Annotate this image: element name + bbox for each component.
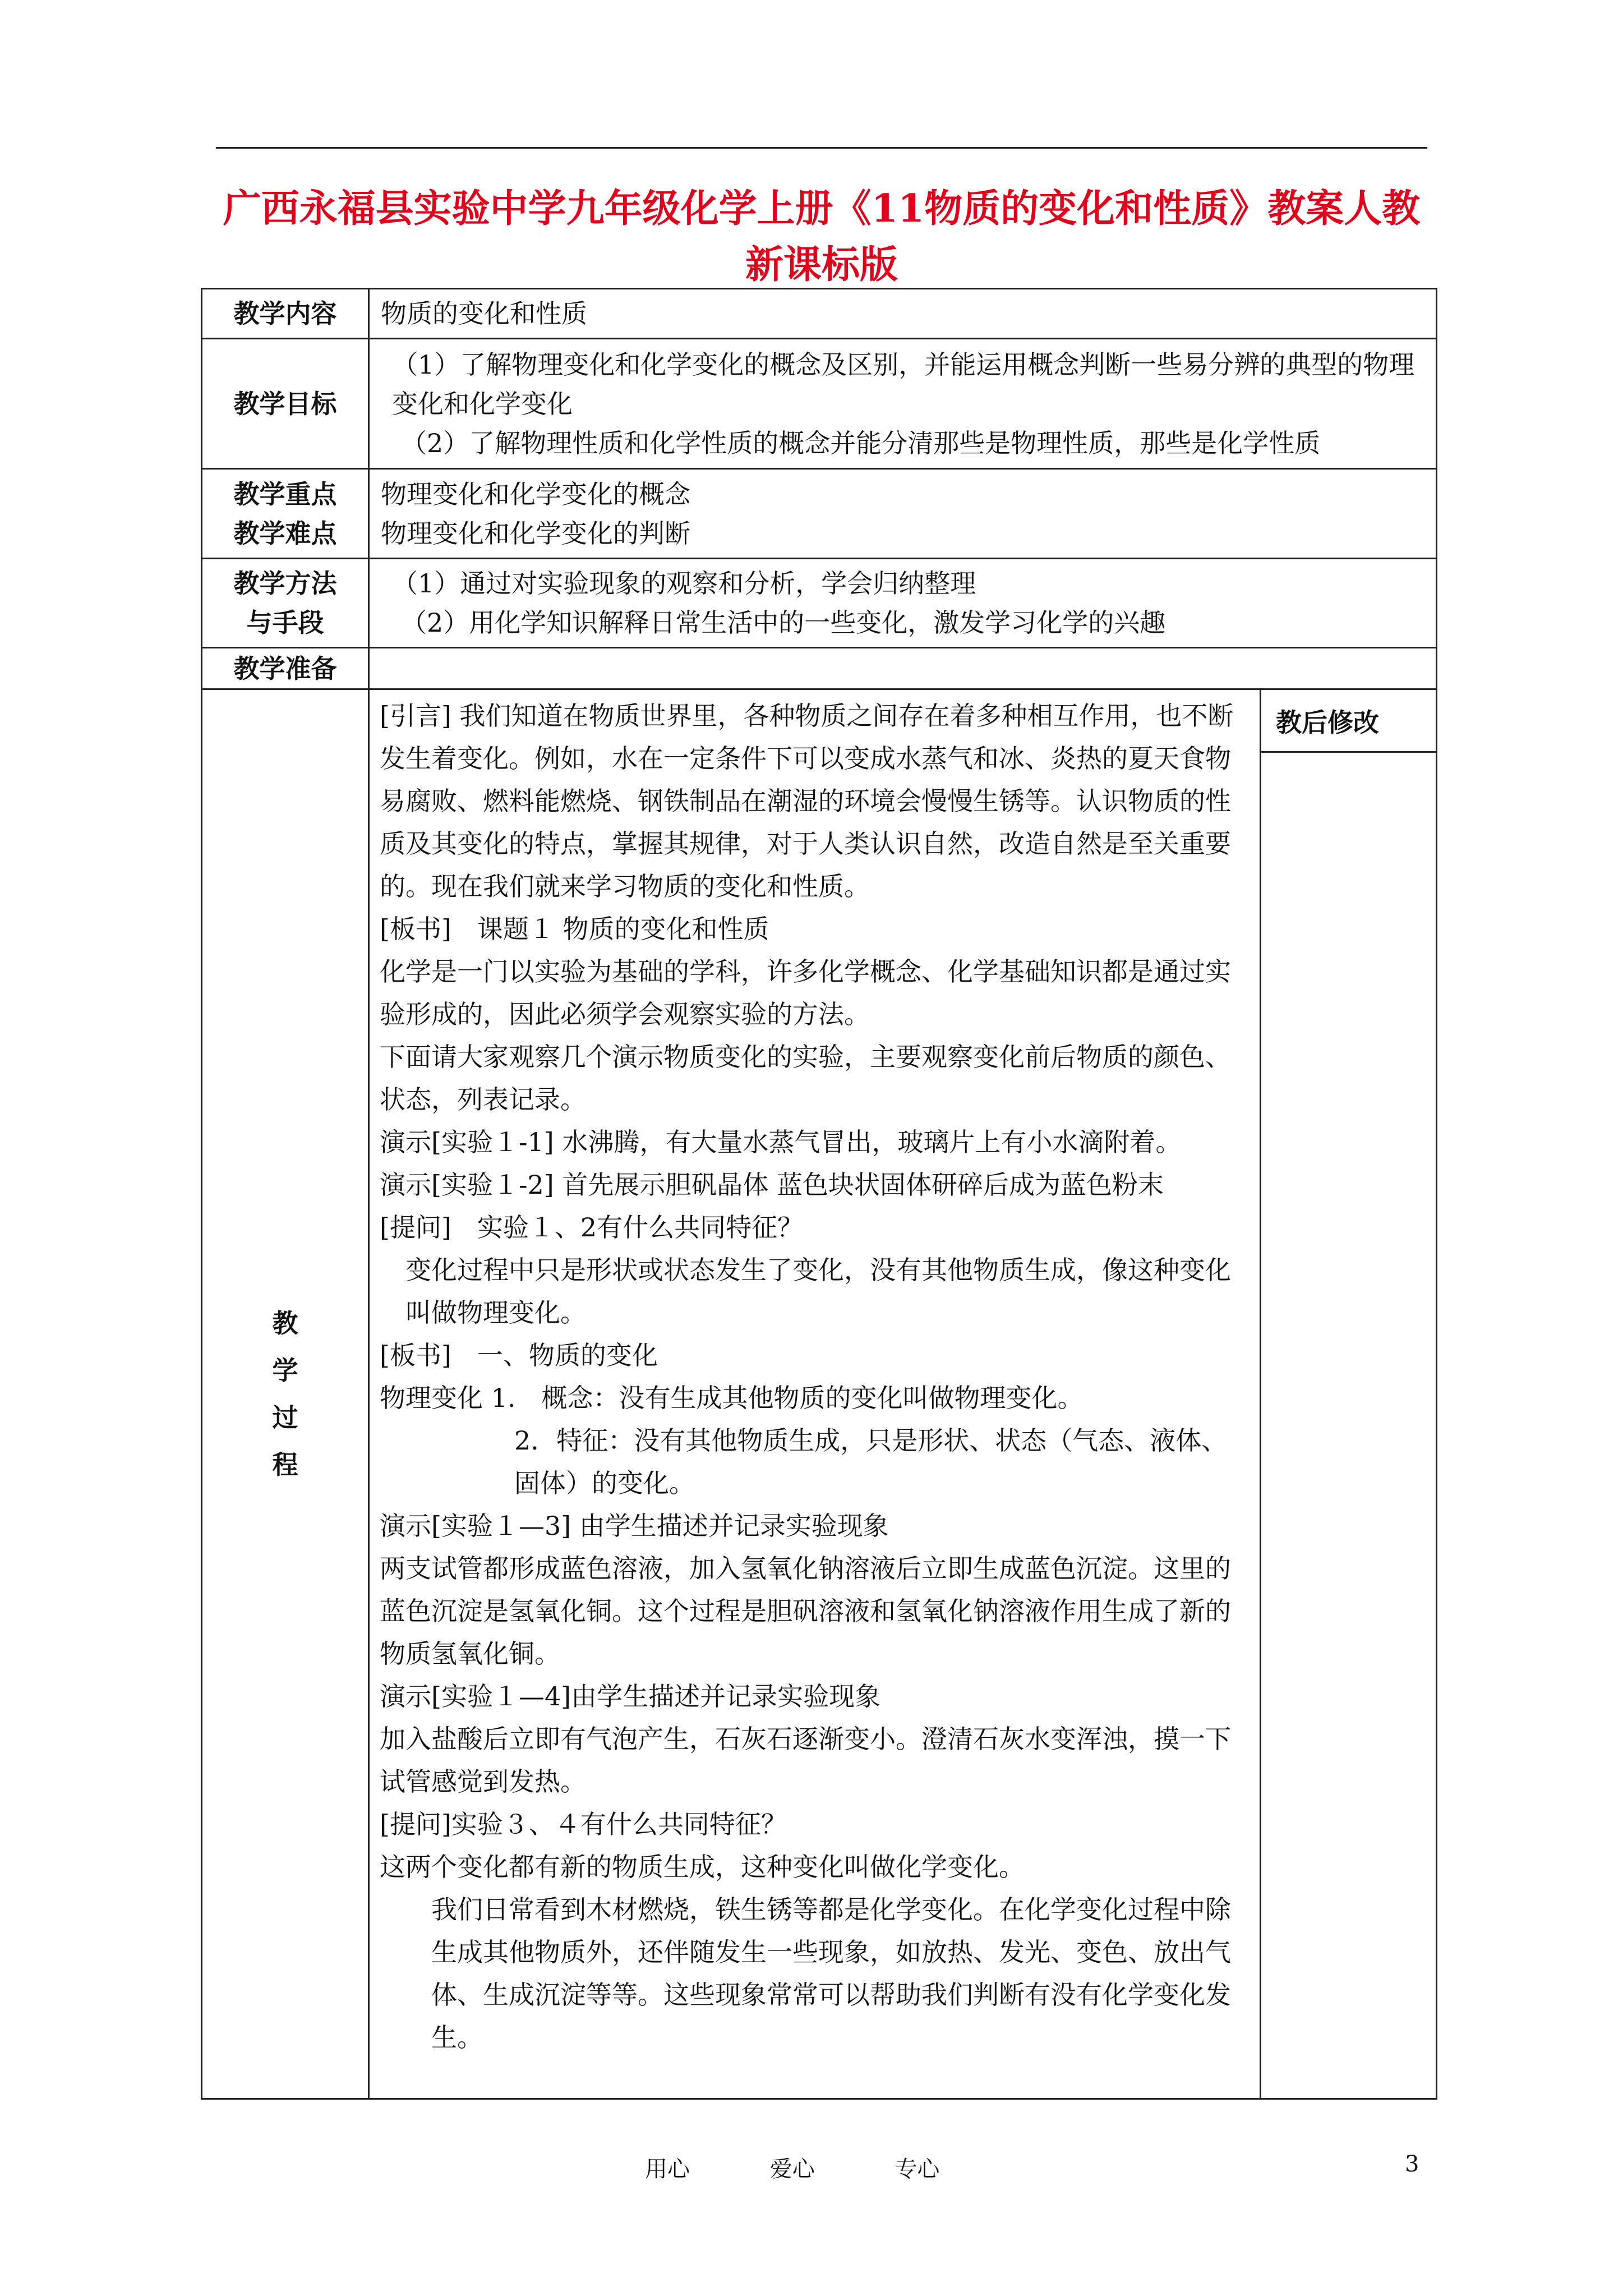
after-class-column	[1261, 689, 1437, 2099]
focus-difficulty-label	[202, 469, 369, 559]
row-content	[202, 289, 1437, 339]
process-paragraph: [提问] 实验１、2有什么共同特征？	[380, 1212, 804, 1243]
after-class-label: 教后修改	[1261, 690, 1436, 753]
document-title: 广西永福县实验中学九年级化学上册《11物质的变化和性质》教案人教新课标版	[223, 186, 1421, 287]
footer-word: 专心	[895, 2156, 940, 2182]
process-paragraph: 这两个变化都有新的物质生成，这种变化叫做化学变化。	[380, 1852, 1025, 1882]
process-paragraph: [板书] 课题１ 物质的变化和性质	[380, 914, 769, 944]
process-paragraph: 2．特征：没有其他物质生成，只是形状、状态（气态、液体、固体）的变化。	[514, 1425, 1228, 1498]
process-paragraph: 我们日常看到木材燃烧，铁生锈等都是化学变化。在化学变化过程中除生成其他物质外，还伴随发生一些现象，如放热、发光、变色、放出气体、生成沉淀等等。这些现象常常可以帮助我们判断有没有化学变化发生。	[431, 1894, 1231, 2053]
method-label	[202, 559, 369, 648]
row-focus	[202, 469, 1437, 559]
focus-label: 教学重点	[233, 478, 337, 509]
row-method	[202, 559, 1437, 648]
prep-value	[369, 648, 1437, 689]
process-label-char: 学	[272, 1355, 298, 1386]
prep-label: 教学准备	[202, 648, 369, 689]
goals-label: 教学目标	[202, 339, 369, 469]
footer-words	[645, 2151, 1012, 2183]
difficulty-label: 教学难点	[233, 518, 337, 549]
process-paragraph: 演示[实验１—3] 由学生描述并记录实验现象	[380, 1511, 889, 1541]
method-value	[369, 559, 1437, 648]
process-paragraph: [提问]实验３、４有什么共同特征？	[380, 1809, 787, 1839]
row-goals	[202, 339, 1437, 469]
process-paragraph: 演示[实验１—4]由学生描述并记录实验现象	[380, 1681, 881, 1711]
process-label-char: 过	[272, 1402, 298, 1433]
row-process	[202, 689, 1437, 2099]
process-paragraph: 两支试管都形成蓝色溶液，加入氢氧化钠溶液后立即生成蓝色沉淀。这里的蓝色沉淀是氢氧化铜。这个过程是胆矾溶液和氢氧化钠溶液作用生成了新的物质氢氧化铜。	[380, 1553, 1231, 1669]
process-label-char: 教	[272, 1308, 298, 1338]
goals-value	[369, 339, 1437, 469]
method-label-text: 教学方法与手段	[233, 568, 337, 638]
lesson-plan-table	[201, 288, 1437, 2100]
process-paragraph: 变化过程中只是形状或状态发生了变化，没有其他物质生成，像这种变化叫做物理变化。	[405, 1255, 1231, 1328]
goal-2: （2）了解物理性质和化学性质的概念并能分清那些是物理性质，那些是化学性质	[401, 427, 1321, 458]
row-prep	[202, 648, 1437, 689]
process-paragraph: [引言] 我们知道在物质世界里，各种物质之间存在着多种相互作用，也不断发生着变化。例如，水在一定条件下可以变成水蒸气和冰、炎热的夏天食物易腐败、燃料能燃烧、钢铁制品在潮湿的环境会慢慢生锈等。认识物质的性质及其变化的特点，掌握其规律，对于人类认识自然，改造自然是至关重要的。现在我们就来学习物质的变化和性质。	[380, 701, 1234, 901]
focus-difficulty-value	[369, 469, 1437, 559]
process-label	[202, 689, 369, 2099]
process-label-char: 程	[272, 1450, 298, 1480]
goal-1: （1）了解物理变化和化学变化的概念及区别，并能运用概念判断一些易分辨的典型的物理变化和化学变化	[392, 349, 1415, 419]
process-content	[369, 689, 1261, 2099]
content-value: 物质的变化和性质	[369, 289, 1437, 339]
method-2: （2）用化学知识解释日常生活中的一些变化，激发学习化学的兴趣	[401, 608, 1166, 638]
content-label: 教学内容	[202, 289, 369, 339]
process-paragraph: 下面请大家观察几个演示物质变化的实验，主要观察变化前后物质的颜色、状态，列表记录。	[380, 1042, 1231, 1115]
method-1: （1）通过对实验现象的观察和分析，学会归纳整理	[392, 568, 976, 599]
footer-word: 爱心	[769, 2156, 815, 2182]
process-paragraph: 物理变化 1. 概念：没有生成其他物质的变化叫做物理变化。	[380, 1383, 1083, 1413]
process-paragraph: 演示[实验１-1] 水沸腾，有大量水蒸气冒出，玻璃片上有小水滴附着。	[380, 1127, 1182, 1157]
focus-value: 物理变化和化学变化的概念	[381, 478, 690, 509]
process-paragraph: [板书] 一、物质的变化	[380, 1340, 658, 1370]
page-number: 3	[1405, 2151, 1419, 2177]
process-paragraph: 化学是一门以实验为基础的学科，许多化学概念、化学基础知识都是通过实验形成的，因此必须学会观察实验的方法。	[380, 956, 1231, 1029]
footer-word: 用心	[645, 2156, 690, 2182]
header-rule	[216, 147, 1427, 149]
process-paragraph: 加入盐酸后立即有气泡产生，石灰石逐渐变小。澄清石灰水变浑浊，摸一下试管感觉到发热。	[380, 1724, 1231, 1797]
difficulty-value: 物理变化和化学变化的判断	[381, 518, 690, 549]
process-paragraph: 演示[实验１-2] 首先展示胆矾晶体 蓝色块状固体研碎后成为蓝色粉末	[380, 1170, 1164, 1200]
